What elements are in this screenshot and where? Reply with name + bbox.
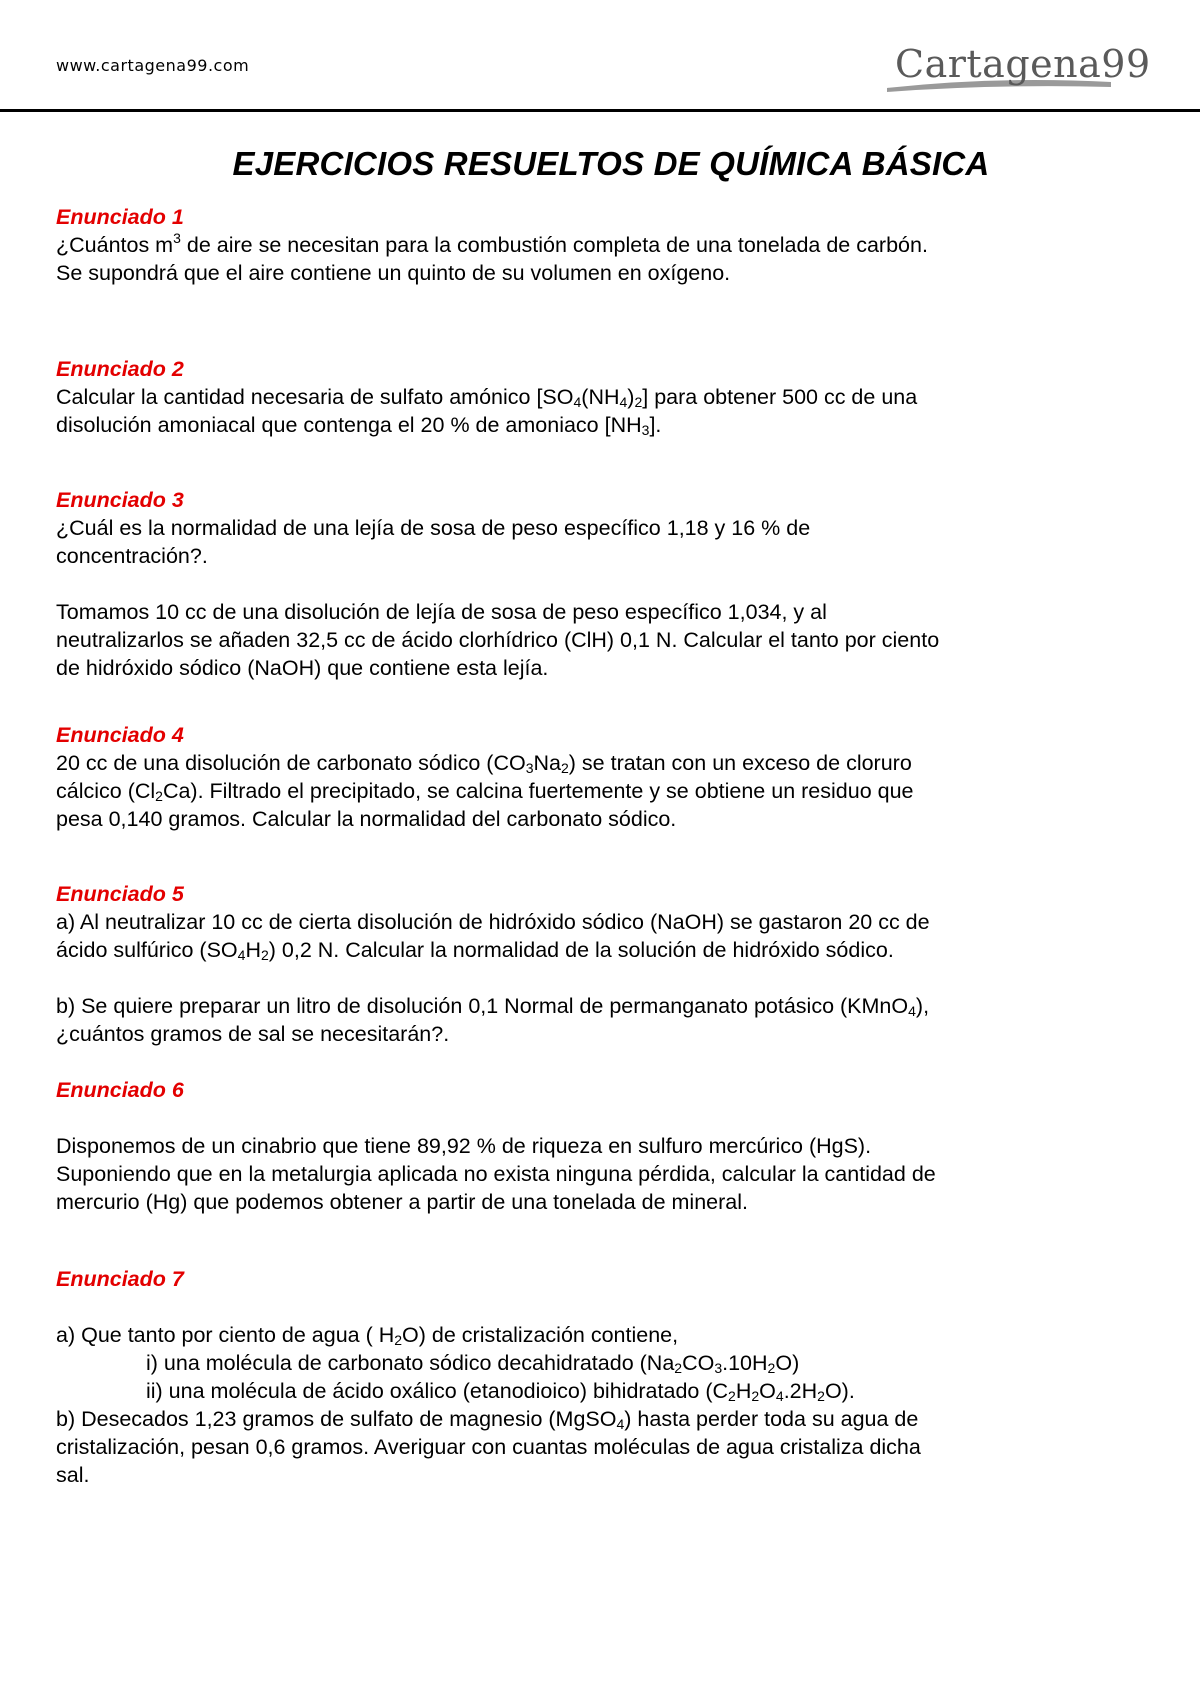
exercise-text: ¿Cuántos $m^3$ de aire se necesitan para la combustión completa de una tonelada de carbón. (56, 230, 928, 257)
document-title: EJERCICIOS RESUELTOS DE QUÍMICA BÁSICA (232, 145, 990, 182)
exercise-5 (56, 880, 1156, 1048)
exercise-7 (56, 1265, 1156, 1489)
logo-text: Cartagena99 (895, 42, 1151, 86)
exercise-text: cristalización, pesan 0,6 gramos. Averiguar con cuantas moléculas de agua cristaliza dicha (56, 1435, 921, 1459)
exercise-text: Tomamos 10 cc de una disolución de lejía de sosa de peso específico 1,034, y al (56, 600, 827, 624)
page-header (0, 0, 1200, 112)
exercise-text: cálcico $(Cl_2Ca)$. Filtrado el precipitado, se calcina fuertemente y se obtiene un residuo que (56, 779, 914, 804)
exercise-subitem: ii) una molécula de ácido oxálico (etanodioico) bihidratado $(C_2H_2O_4.2H_2O)$. (146, 1379, 855, 1404)
exercise-label: Enunciado 3 (56, 488, 184, 512)
exercise-text: concentración?. (56, 544, 208, 568)
exercise-text: ácido sulfúrico $(SO_4H_2)$ 0,2 N. Calcular la normalidad de la solución de hidróxido sódico. (56, 938, 894, 963)
exercise-text: mercurio (Hg) que podemos obtener a partir de una tonelada de mineral. (56, 1190, 748, 1214)
exercise-4 (56, 721, 1156, 833)
exercise-label: Enunciado 2 (56, 357, 184, 381)
site-url: www.cartagena99.com (56, 56, 250, 75)
exercise-text: sal. (56, 1463, 90, 1487)
exercise-6 (56, 1076, 1156, 1216)
document-body (56, 145, 1156, 1487)
exercise-text: a) Al neutralizar 10 cc de cierta disolución de hidróxido sódico (NaOH) se gastaron 20 cc de (56, 910, 930, 934)
exercise-text: b) Desecados 1,23 gramos de sulfato de magnesio (MgSO$_4$) hasta perder toda su agua de (56, 1407, 919, 1432)
exercise-label: Enunciado 4 (56, 723, 184, 747)
exercise-text: ¿cuántos gramos de sal se necesitarán?. (56, 1022, 450, 1046)
exercise-text: a) Que tanto por ciento de agua ( $H_2O$) de cristalización contiene, (56, 1323, 679, 1348)
exercise-text: Disponemos de un cinabrio que tiene 89,92 % de riqueza en sulfuro mercúrico (HgS). (56, 1134, 872, 1158)
exercise-text: pesa 0,140 gramos. Calcular la normalidad del carbonato sódico. (56, 807, 677, 831)
exercise-label: Enunciado 6 (56, 1078, 184, 1102)
exercise-1 (56, 203, 1156, 287)
exercise-label: Enunciado 5 (56, 882, 184, 906)
cartagena99-logo (885, 36, 1151, 98)
exercise-text: disolución amoniacal que contenga el 20 % de amoniaco $[NH_3]$. (56, 413, 662, 438)
exercise-text: Se supondrá que el aire contiene un quinto de su volumen en oxígeno. (56, 261, 731, 285)
exercise-text: Suponiendo que en la metalurgia aplicada no exista ninguna pérdida, calcular la cantidad de (56, 1162, 936, 1186)
exercise-3 (56, 486, 1156, 682)
exercise-text: de hidróxido sódico (NaOH) que contiene esta lejía. (56, 656, 549, 680)
exercise-label: Enunciado 1 (56, 205, 184, 229)
exercise-text: 20 cc de una disolución de carbonato sódico $(CO_3Na_2)$ se tratan con un exceso de cloruro (56, 751, 912, 776)
exercise-text: Calcular la cantidad necesaria de sulfato amónico $[SO_4(NH_4)_2]$ para obtener 500 cc de una (56, 385, 918, 410)
exercise-2 (56, 355, 1156, 439)
exercise-text: b) Se quiere preparar un litro de disolución 0,1 Normal de permanganato potásico (KMnO$_4$), (56, 994, 930, 1019)
exercise-label: Enunciado 7 (56, 1267, 184, 1291)
exercise-text: neutralizarlos se añaden 32,5 cc de ácido clorhídrico (ClH) 0,1 N. Calcular el tanto por ciento (56, 628, 940, 652)
exercise-text: ¿Cuál es la normalidad de una lejía de sosa de peso específico 1,18 y 16 % de (56, 516, 811, 540)
header-divider (0, 109, 1200, 112)
exercise-subitem: i) una molécula de carbonato sódico decahidratado $(Na_2CO_3.10H_2O)$ (146, 1351, 800, 1376)
